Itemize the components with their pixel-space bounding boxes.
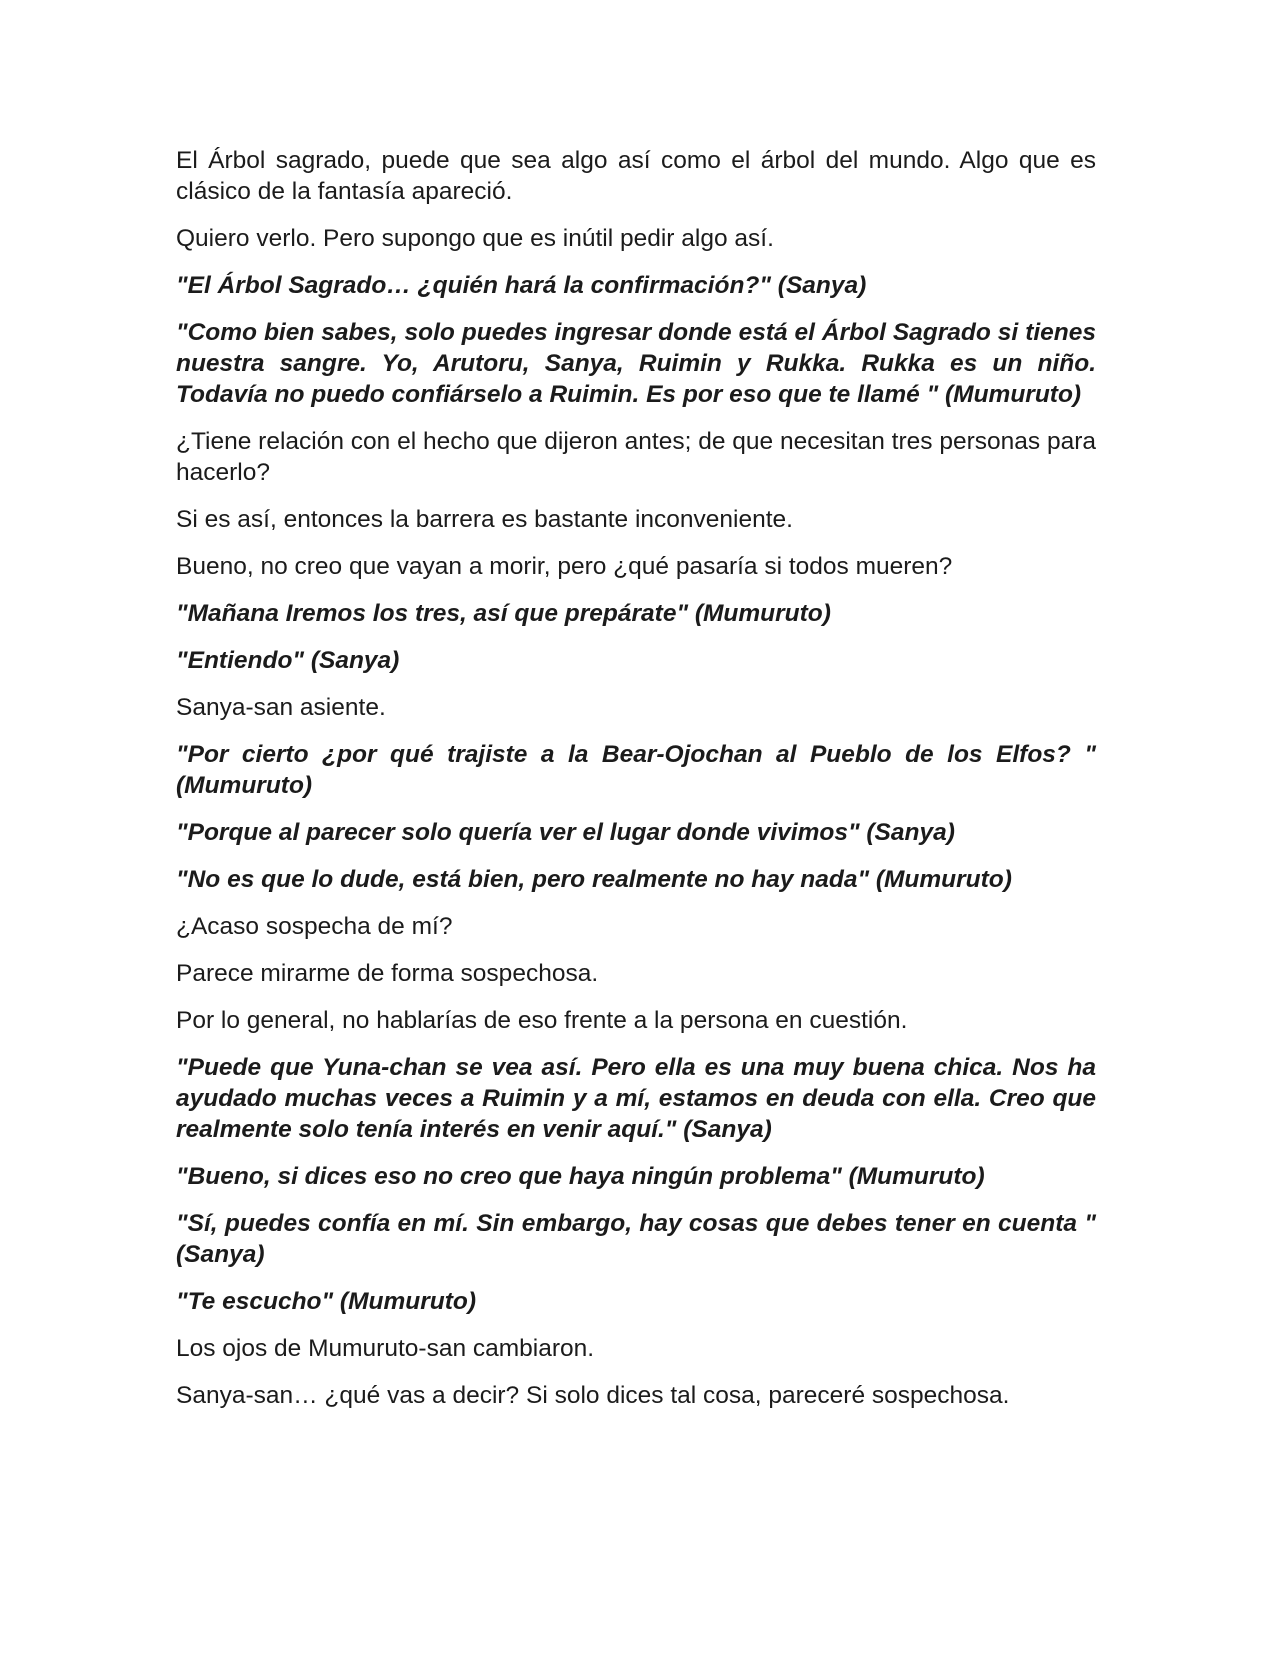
narration-paragraph: Sanya-san… ¿qué vas a decir? Si solo dices tal cosa, pareceré sospechosa.: [176, 1382, 1010, 1409]
dialogue-paragraph: "Te escucho" (Mumuruto): [176, 1288, 476, 1315]
narration-paragraph: Sanya-san asiente.: [176, 694, 386, 721]
dialogue-paragraph: "Mañana Iremos los tres, así que prepárate" (Mumuruto): [176, 600, 831, 627]
dialogue-paragraph: "No es que lo dude, está bien, pero realmente no hay nada" (Mumuruto): [176, 866, 1012, 893]
narration-paragraph: Quiero verlo. Pero supongo que es inútil pedir algo así.: [176, 225, 774, 252]
dialogue-paragraph: "Como bien sabes, solo puedes ingresar donde está el Árbol Sagrado si tienes nuestra sangre. Yo, Arutoru, Sanya, Ruimin y Rukka. Rukka es un niño. Todavía no puedo confiárselo a Ruimin. Es por eso que te llamé " (Mumuruto): [176, 319, 1096, 408]
dialogue-paragraph: "Bueno, si dices eso no creo que haya ningún problema" (Mumuruto): [176, 1163, 985, 1190]
narration-paragraph: Los ojos de Mumuruto-san cambiaron.: [176, 1335, 595, 1362]
dialogue-paragraph: "Por cierto ¿por qué trajiste a la Bear-Ojochan al Pueblo de los Elfos? " (Mumuruto): [176, 741, 1096, 799]
dialogue-paragraph: "Puede que Yuna-chan se vea así. Pero ella es una muy buena chica. Nos ha ayudado muchas veces a Ruimin y a mí, estamos en deuda con ella. Creo que realmente solo tenía interés en venir aquí." (Sanya): [176, 1054, 1096, 1143]
narration-paragraph: Por lo general, no hablarías de eso frente a la persona en cuestión.: [176, 1007, 908, 1034]
narration-paragraph: Bueno, no creo que vayan a morir, pero ¿qué pasaría si todos mueren?: [176, 553, 953, 580]
dialogue-paragraph: "El Árbol Sagrado… ¿quién hará la confirmación?" (Sanya): [176, 272, 867, 299]
dialogue-paragraph: "Porque al parecer solo quería ver el lugar donde vivimos" (Sanya): [176, 819, 955, 846]
narration-paragraph: Si es así, entonces la barrera es bastante inconveniente.: [176, 506, 793, 533]
dialogue-paragraph: "Entiendo" (Sanya): [176, 647, 400, 674]
document-page: [176, 145, 1096, 1427]
narration-paragraph: El Árbol sagrado, puede que sea algo así como el árbol del mundo. Algo que es clásico de la fantasía apareció.: [176, 147, 1096, 205]
narration-paragraph: ¿Acaso sospecha de mí?: [176, 913, 453, 940]
narration-paragraph: ¿Tiene relación con el hecho que dijeron antes; de que necesitan tres personas para hacerlo?: [176, 428, 1096, 486]
narration-paragraph: Parece mirarme de forma sospechosa.: [176, 960, 599, 987]
dialogue-paragraph: "Sí, puedes confía en mí. Sin embargo, hay cosas que debes tener en cuenta " (Sanya): [176, 1210, 1096, 1268]
